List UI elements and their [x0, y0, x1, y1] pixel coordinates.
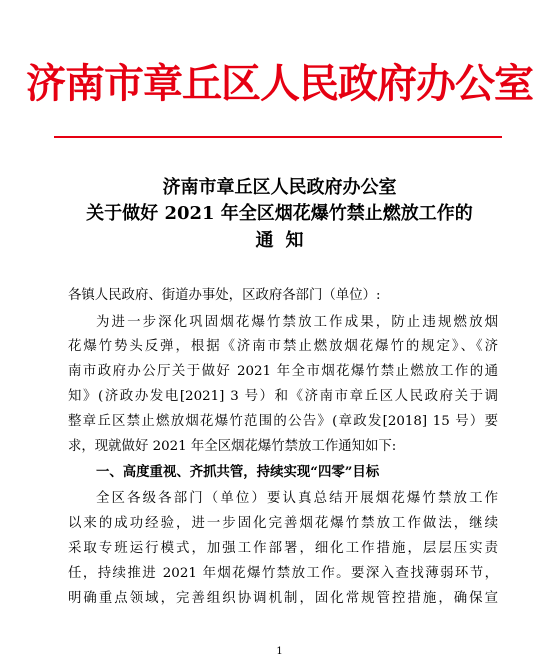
paragraph-1-line: 为进一步深化巩固烟花爆竹禁放工作成果，防止违规燃放烟: [96, 315, 498, 330]
paragraph-1-line: 知》(济政办发电[2021] 3 号）和《济南市章丘区人民政府关于调: [68, 389, 498, 404]
paragraph-1-line: 整章丘区禁止燃放烟花爆竹范围的公告》(章政发[2018] 15 号）要: [68, 414, 498, 429]
paragraph-2-line: 采取专班运行模式，加强工作部署，细化工作措施，层层压实责: [68, 541, 498, 556]
salutation: 各镇人民政府、街道办事处，区政府各部门（单位）:: [68, 288, 381, 303]
red-divider-line: [54, 136, 502, 138]
page-number: 1: [276, 646, 283, 657]
letterhead: 济南市章丘区人民政府办公室: [26, 60, 533, 107]
document-title-line-2: 关于做好 2021 年全区烟花爆竹禁止燃放工作的: [86, 203, 473, 224]
section-heading-1: 一、高度重视、齐抓共管，持续实现“四零”目标: [96, 464, 380, 480]
document-title-line-1: 济南市章丘区人民政府办公室: [162, 177, 397, 198]
paragraph-1-line: 求，现就做好 2021 年全区烟花爆竹禁放工作通知如下:: [68, 439, 397, 454]
paragraph-1-line: 南市政府办公厅关于做好 2021 年全市烟花爆竹禁止燃放工作的通: [68, 364, 498, 379]
paragraph-2-line: 全区各级各部门（单位）要认真总结开展烟花爆竹禁放工作: [96, 491, 498, 506]
paragraph-2-line: 明确重点领域，完善组织协调机制，固化常规管控措施，确保宣: [68, 591, 498, 606]
document-title-line-3: 通知: [255, 230, 316, 251]
paragraph-2-line: 以来的成功经验，进一步固化完善烟花爆竹禁放工作做法，继续: [68, 516, 498, 531]
paragraph-2-line: 任，持续推进 2021 年烟花爆竹禁放工作。要深入查找薄弱环节，: [68, 566, 498, 581]
paragraph-1-line: 花爆竹势头反弹，根据《济南市禁止燃放烟花爆竹的规定》、《济: [68, 339, 498, 354]
